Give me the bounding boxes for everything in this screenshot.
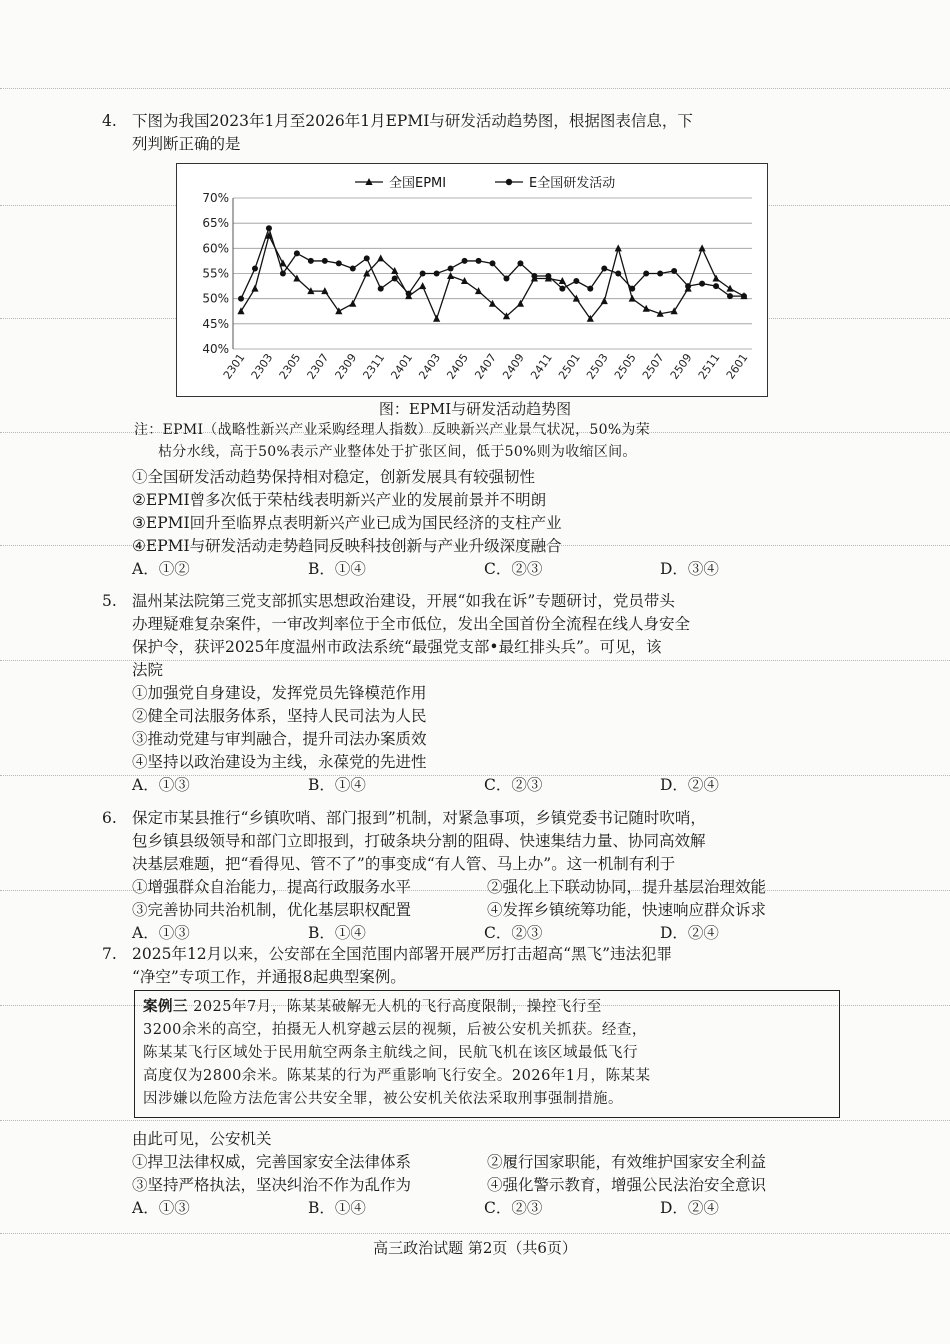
case-line: 陈某某飞行区域处于民用航空两条主航线之间，民航飞机在该区域最低飞行 <box>143 1045 638 1061</box>
rd-point <box>350 265 356 271</box>
statement: ④强化警示教育，增强公民法治安全意识 <box>487 1176 767 1194</box>
rd-point <box>531 273 537 279</box>
epmi-point <box>447 272 454 279</box>
x-tick-label: 2511 <box>695 351 723 382</box>
chart-note <box>134 419 849 463</box>
stem-line: 2025年12月以来，公安部在全国范围内部署开展严厉打击超高“黑飞”违法犯罪 <box>132 945 673 963</box>
stem-line: 保定市某县推行“乡镇吹哨、部门报到”机制，对紧急事项，乡镇党委书记随时吹哨， <box>132 809 706 827</box>
y-tick-label: 65% <box>202 216 229 231</box>
x-tick-label: 2311 <box>360 351 388 382</box>
rd-point <box>252 265 258 271</box>
x-tick-label: 2303 <box>248 351 276 382</box>
rd-point <box>685 283 691 289</box>
epmi-point <box>698 244 705 251</box>
x-tick-label: 2305 <box>276 351 304 382</box>
statement: ③EPMI回升至临界点表明新兴产业已成为国民经济的支柱产业 <box>132 514 562 532</box>
epmi-point <box>475 287 482 294</box>
question-6 <box>102 807 846 945</box>
rd-point <box>517 260 523 266</box>
rd-point <box>238 296 244 302</box>
case-box <box>134 990 840 1118</box>
statement-row <box>132 1151 846 1174</box>
rd-point <box>643 271 649 277</box>
legend-label-rd: E全国研发活动 <box>529 176 616 191</box>
epmi-point <box>419 282 426 289</box>
option-c[interactable]: C．②③ <box>484 776 543 794</box>
option-b[interactable]: B．①④ <box>308 1199 366 1217</box>
statement: ④坚持以政治建设为主线，永葆党的先进性 <box>132 753 427 771</box>
stem-line: “净空”专项工作，并通报8起典型案例。 <box>132 968 406 986</box>
page-footer: 高三政治试题 第2页（共6页） <box>373 1239 577 1257</box>
option-d[interactable]: D．②④ <box>660 924 719 942</box>
rd-point <box>392 276 398 282</box>
statement-row <box>132 876 846 899</box>
case-title: 案例三 <box>143 998 188 1015</box>
rd-point <box>462 258 468 264</box>
dotted-rule <box>0 88 950 89</box>
rd-point <box>364 255 370 261</box>
epmi-point <box>377 254 384 261</box>
epmi-point <box>629 295 636 302</box>
rd-point <box>434 271 440 277</box>
x-tick-label: 2401 <box>388 351 416 382</box>
statement: ①全国研发活动趋势保持相对稳定，创新发展具有较强韧性 <box>132 468 536 486</box>
statement: ①增强群众自治能力，提高行政服务水平 <box>132 878 412 896</box>
epmi-point <box>349 300 356 307</box>
statement: ③推动党建与审判融合，提升司法办案质效 <box>132 730 427 748</box>
stem-line: 办理疑难复杂案件，一审改判率位于全市低位，发出全国首份全流程在线人身安全 <box>132 615 691 633</box>
dotted-rule <box>0 1233 950 1234</box>
epmi-point <box>601 297 608 304</box>
rd-point <box>448 265 454 271</box>
rd-point <box>741 293 747 299</box>
rd-point <box>545 273 551 279</box>
option-b[interactable]: B．①④ <box>308 924 366 942</box>
question-7-stem <box>102 943 846 989</box>
epmi-chart <box>176 163 768 397</box>
x-tick-label: 2309 <box>332 351 360 382</box>
question-4-stem <box>102 110 846 156</box>
option-b[interactable]: B．①④ <box>308 776 366 794</box>
stem-line: 下图为我国2023年1月至2026年1月EPMI与研发活动趋势图，根据图表信息，下 <box>132 112 693 130</box>
y-tick-label: 60% <box>202 241 229 256</box>
x-tick-label: 2405 <box>444 351 472 382</box>
chart-caption: 图：EPMI与研发活动趋势图 <box>378 400 572 418</box>
case-line: 2025年7月，陈某某破解无人机的飞行高度限制，操控飞行至 <box>188 999 602 1015</box>
x-tick-label: 2503 <box>584 351 611 382</box>
x-tick-label: 2505 <box>611 351 639 382</box>
rd-point <box>336 260 342 266</box>
rd-point <box>294 250 300 256</box>
y-tick-label: 40% <box>202 342 229 356</box>
y-tick-label: 70% <box>202 191 229 205</box>
rd-point <box>699 281 705 287</box>
question-number: 7. <box>102 945 117 963</box>
x-tick-label: 2601 <box>723 351 751 382</box>
rd-point <box>322 258 328 264</box>
statement: ②履行国家职能，有效维护国家安全利益 <box>487 1153 767 1171</box>
note-line: 枯分水线，高于50%表示产业整体处于扩张区间，低于50%则为收缩区间。 <box>158 444 637 460</box>
x-tick-label: 2403 <box>416 351 444 382</box>
question-number: 6. <box>102 809 117 827</box>
legend-circle-marker <box>506 179 512 185</box>
x-tick-label: 2407 <box>472 351 499 382</box>
statement: ④发挥乡镇统筹功能，快速响应群众诉求 <box>487 901 767 919</box>
statement-row <box>132 899 846 922</box>
x-tick-label: 2301 <box>220 351 248 382</box>
statement: ②EPMI曾多次低于荣枯线表明新兴产业的发展前景并不明朗 <box>132 491 547 509</box>
rd-point <box>308 258 314 264</box>
x-tick-label: 2501 <box>556 351 583 382</box>
option-d[interactable]: D．②④ <box>660 1199 719 1217</box>
x-tick-label: 2509 <box>667 351 695 382</box>
case-line: 3200余米的高空，拍摄无人机穿越云层的视频，后被公安机关抓获。经查， <box>143 1022 647 1038</box>
rd-point <box>587 286 593 292</box>
option-a[interactable]: A．①③ <box>132 776 190 794</box>
statement: ②健全司法服务体系，坚持人民司法为人民 <box>132 707 427 725</box>
y-tick-label: 55% <box>202 266 229 281</box>
rd-point <box>713 283 719 289</box>
x-tick-label: 2507 <box>639 351 667 382</box>
option-d[interactable]: D．②④ <box>660 776 719 794</box>
statement-row <box>132 1174 846 1197</box>
option-a[interactable]: A．①③ <box>132 1199 190 1217</box>
rd-point <box>601 265 607 271</box>
rd-point <box>378 286 384 292</box>
question-4-options <box>106 466 846 581</box>
rd-point <box>490 260 496 266</box>
epmi-point <box>251 285 258 292</box>
rd-point <box>559 286 565 292</box>
epmi-point <box>726 285 733 292</box>
option-a[interactable]: A．①② <box>132 560 190 578</box>
note-line: 注：EPMI（战略性新兴产业采购经理人指数）反映新兴产业景气状况，50%为荣 <box>134 422 651 438</box>
stem-line: 决基层难题，把“看得见、管不了”的事变成“有人管、马上办”。这一机制有利于 <box>132 855 676 873</box>
legend-label-epmi: 全国EPMI <box>389 176 447 191</box>
rd-point <box>727 293 733 299</box>
option-a[interactable]: A．①③ <box>132 924 190 942</box>
epmi-point <box>615 244 622 251</box>
rd-point <box>629 286 635 292</box>
epmi-point <box>643 305 650 312</box>
rd-point <box>615 271 621 277</box>
x-tick-label: 2409 <box>500 351 527 382</box>
option-d[interactable]: D．③④ <box>660 560 719 578</box>
question-number: 4. <box>102 112 117 130</box>
stem-line: 列判断正确的是 <box>132 135 241 153</box>
rd-point <box>671 268 677 274</box>
option-b[interactable]: B．①④ <box>308 560 366 578</box>
epmi-point <box>433 315 440 322</box>
question-number: 5. <box>102 592 117 610</box>
case-line: 因涉嫌以危险方法危害公共安全罪，被公安机关依法采取刑事强制措施。 <box>143 1091 623 1107</box>
statement: ③完善协同共治机制，优化基层职权配置 <box>132 901 412 919</box>
dotted-rule <box>0 1120 950 1121</box>
rd-point <box>657 271 663 277</box>
rd-point <box>503 276 509 282</box>
rd-point <box>280 271 286 277</box>
stem-line: 包乡镇县级领导和部门立即报到，打破条块分割的阻碍、快速集结力量、协同高效解 <box>132 832 706 850</box>
rd-point <box>406 291 412 297</box>
epmi-point <box>517 300 524 307</box>
x-tick-label: 2307 <box>304 351 332 382</box>
rd-point <box>573 278 579 284</box>
question-5 <box>102 590 846 797</box>
statement: ③坚持严格执法，坚决纠治不作为乱作为 <box>132 1176 412 1194</box>
option-c[interactable]: C．②③ <box>484 924 543 942</box>
option-c[interactable]: C．②③ <box>484 1199 543 1217</box>
stem-line: 法院 <box>132 661 164 679</box>
rd-point <box>266 225 272 231</box>
epmi-chart-svg <box>177 164 767 396</box>
question-7-options <box>106 1128 846 1220</box>
y-tick-label: 50% <box>202 291 229 306</box>
statement: ①捍卫法律权威，完善国家安全法律体系 <box>132 1153 412 1171</box>
statement: ④EPMI与研发活动走势趋同反映科技创新与产业升级深度融合 <box>132 537 562 555</box>
lead-text: 由此可见，公安机关 <box>132 1130 272 1148</box>
statement: ①加强党自身建设，发挥党员先锋模范作用 <box>132 684 427 702</box>
rd-point <box>476 258 482 264</box>
y-tick-label: 45% <box>202 316 229 331</box>
x-tick-label: 2411 <box>528 351 555 382</box>
stem-line: 保护令，获评2025年度温州市政法系统“最强党支部•最红排头兵”。可见，该 <box>132 638 662 656</box>
stem-line: 温州某法院第三党支部抓实思想政治建设，开展“如我在诉”专题研讨，党员带头 <box>132 592 675 610</box>
option-c[interactable]: C．②③ <box>484 560 543 578</box>
rd-point <box>420 271 426 277</box>
statement: ②强化上下联动协同，提升基层治理效能 <box>487 878 767 896</box>
epmi-point <box>712 275 719 282</box>
case-line: 高度仅为2800余米。陈某某的行为严重影响飞行安全。2026年1月，陈某某 <box>143 1068 651 1084</box>
